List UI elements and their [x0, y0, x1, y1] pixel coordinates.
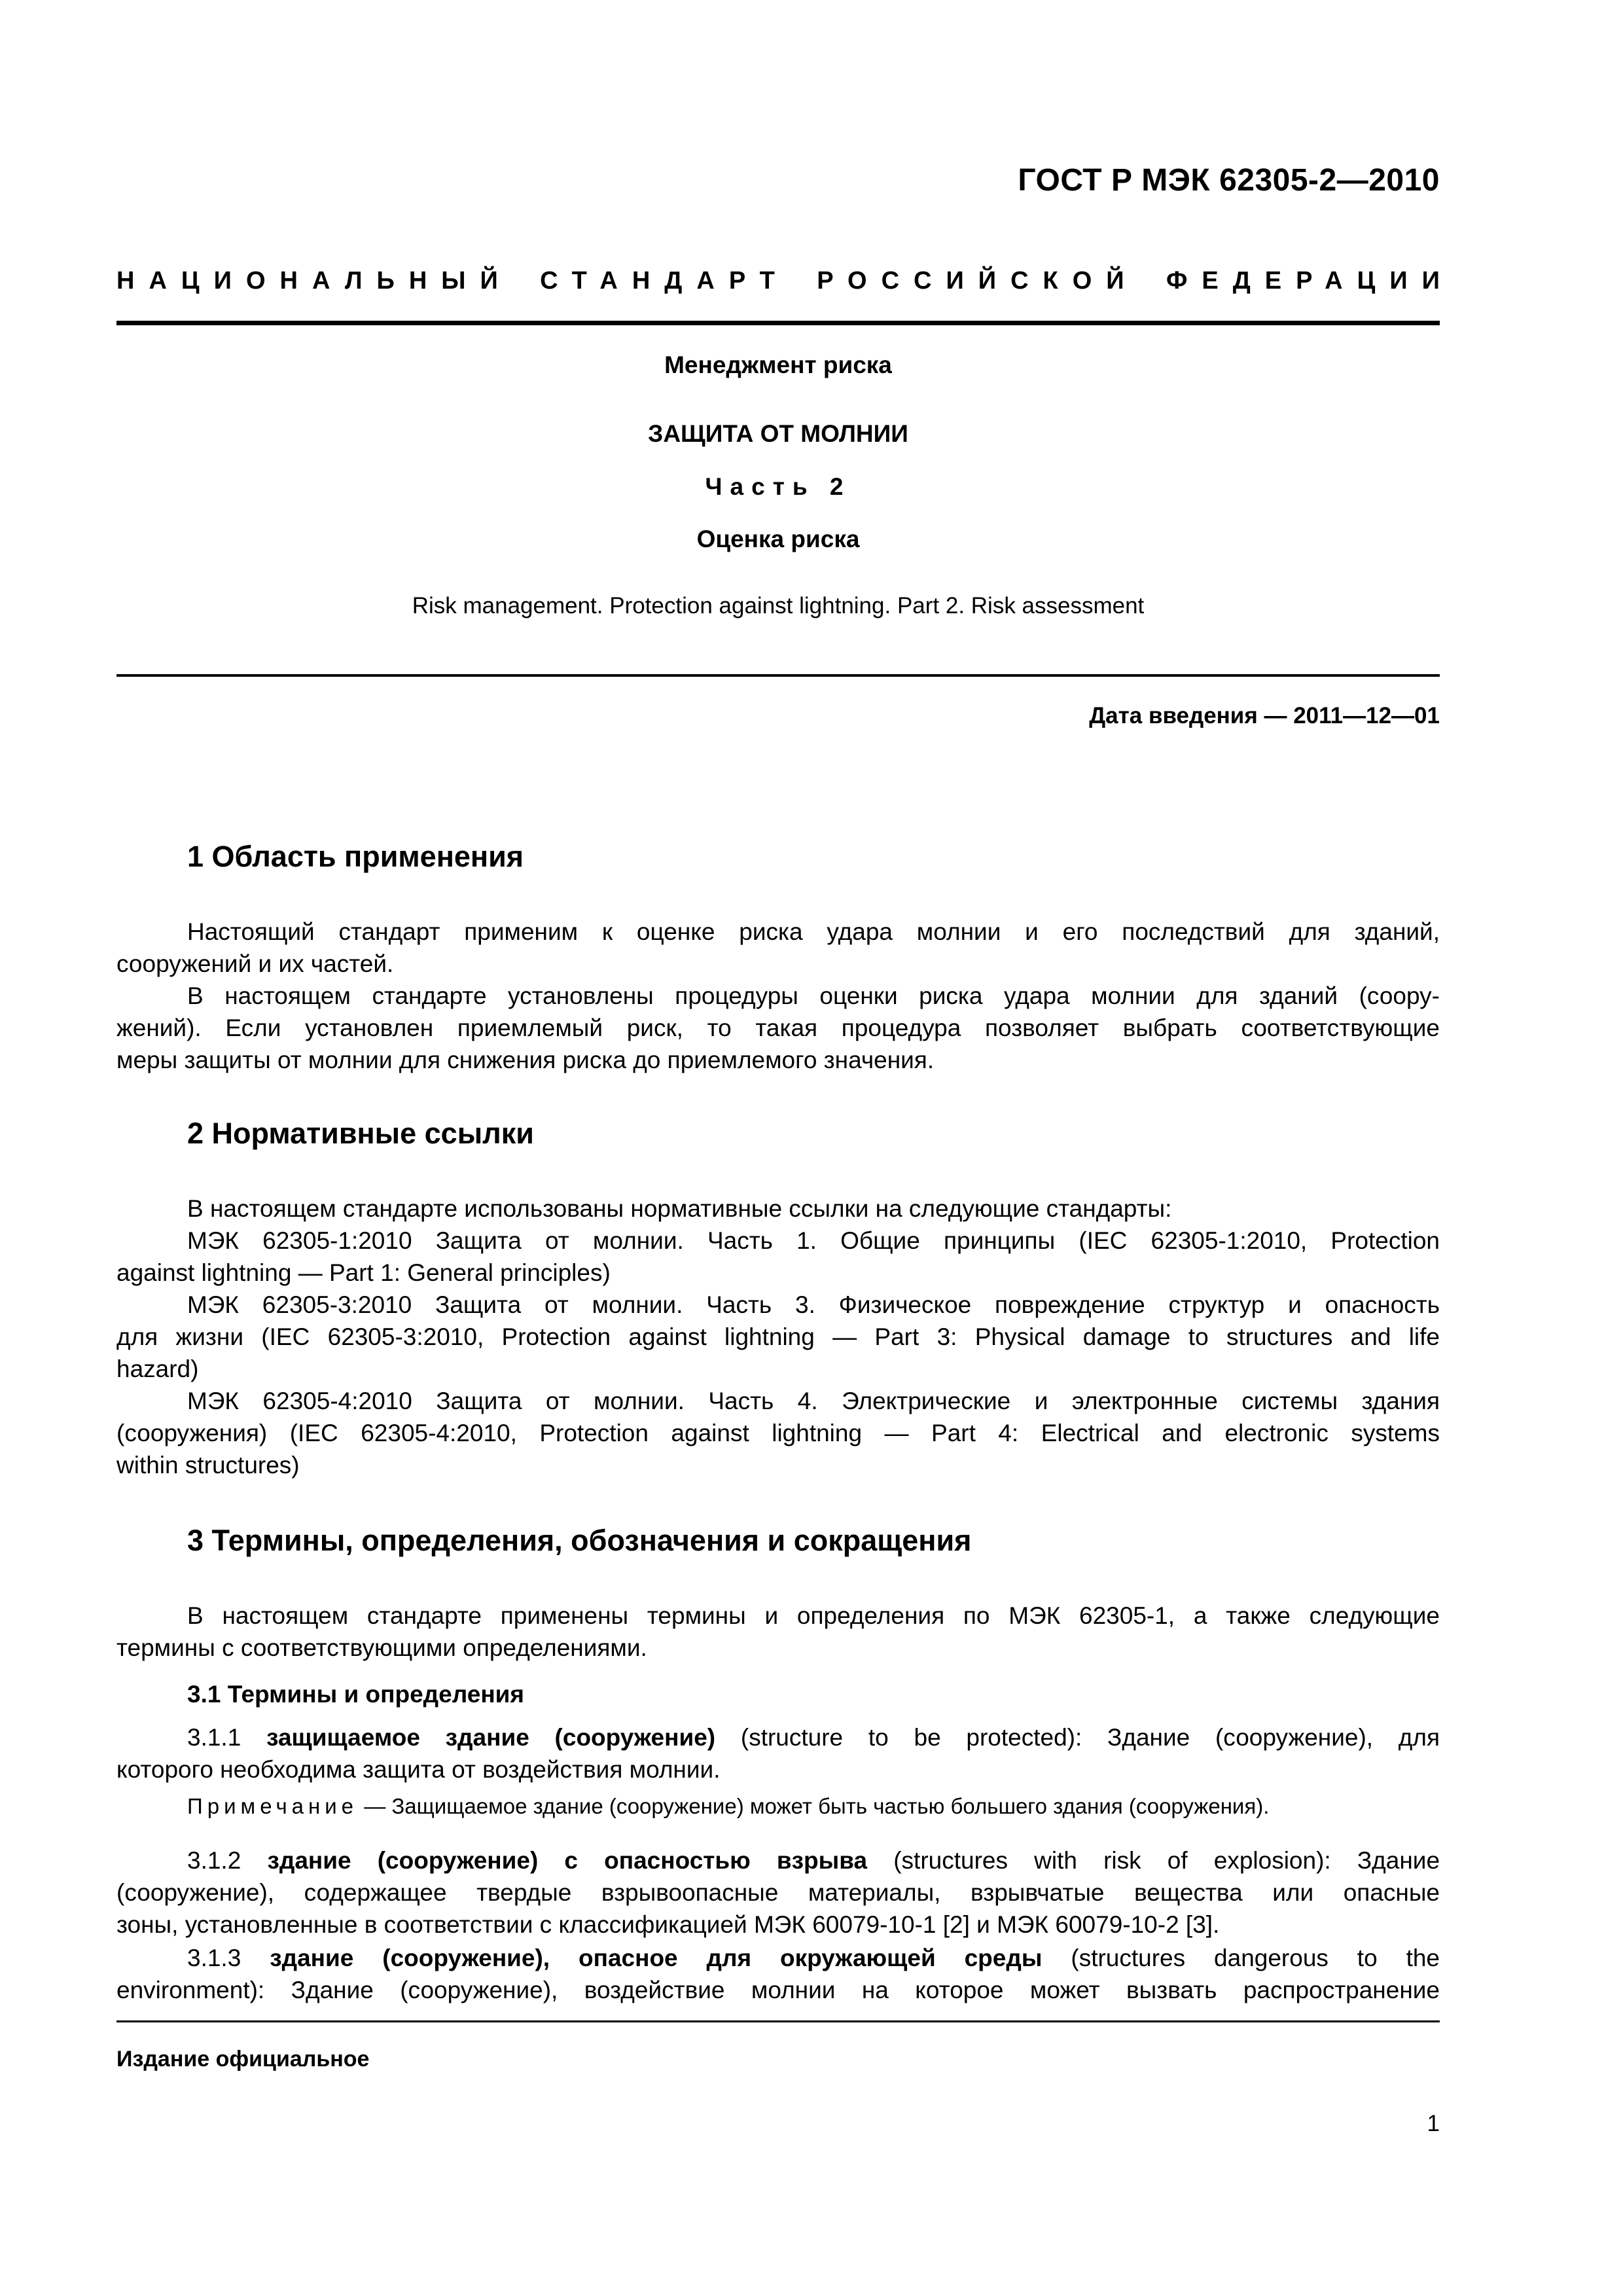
banner-word: НАЦИОНАЛЬНЫЙ	[116, 267, 512, 295]
title-divider	[116, 674, 1440, 677]
term-definition: (structures with risk of explosion): Здание	[893, 1847, 1440, 1874]
text-line: зоны, установленные в соответствии с классификацией МЭК 60079-10-1 [2] и МЭК 60079-10-2 [3].	[116, 1911, 1220, 1938]
section-3-intro	[116, 1600, 1440, 1664]
section-3-heading: 3 Термины, определения, обозначения и сокращения	[187, 1524, 972, 1557]
text-line	[116, 1844, 1440, 1876]
term-definition: (structures dangerous to the	[1071, 1945, 1440, 1971]
text-line: жений). Если установлен приемлемый риск, то такая процедура позволяет выбрать соответствующие	[116, 1014, 1440, 1041]
term-3-1-2	[116, 1844, 1440, 1941]
term-3-1-1	[116, 1721, 1440, 1785]
text-line: В настоящем стандарте установлены процедуры оценки риска удара молнии для зданий (соору-	[187, 982, 1440, 1009]
term-name: здание (сооружение), опасное для окружающей среды	[270, 1945, 1043, 1971]
text-line: меры защиты от молнии для снижения риска до приемлемого значения.	[116, 1047, 935, 1073]
term-name: здание (сооружение) с опасностью взрыва	[267, 1847, 868, 1874]
section-1-body	[116, 916, 1440, 1076]
text-line: (сооружения) (IEC 62305-4:2010, Protection against lightning — Part 4: Electrical and electronic systems	[116, 1420, 1440, 1446]
text-line: для жизни (IEC 62305-3:2010, Protection against lightning — Part 3: Physical damage to structures and life	[116, 1323, 1440, 1350]
footer-divider	[116, 2020, 1440, 2022]
text-line: Настоящий стандарт применим к оценке риска удара молнии и его последствий для зданий,	[187, 918, 1440, 945]
banner-word: РОССИЙСКОЙ	[817, 267, 1139, 295]
document-title: ЗАЩИТА ОТ МОЛНИИ	[648, 420, 908, 447]
text-line: сооружений и их частей.	[116, 950, 394, 977]
banner-word: ФЕДЕРАЦИИ	[1166, 267, 1454, 295]
text-line: МЭК 62305-4:2010 Защита от молнии. Часть 4. Электрические и электронные системы здания	[187, 1388, 1440, 1414]
note-text: — Защищаемое здание (сооружение) может быть частью большего здания (сооружения).	[364, 1794, 1270, 1818]
introduction-date: Дата введения — 2011—12—01	[1089, 703, 1440, 728]
text-line	[116, 1790, 1440, 1822]
header-divider	[116, 321, 1440, 325]
section-2-heading: 2 Нормативные ссылки	[187, 1117, 534, 1150]
english-title: Risk management. Protection against lightning. Part 2. Risk assessment	[412, 593, 1145, 619]
banner-word: СТАНДАРТ	[540, 267, 789, 295]
term-3-1-3	[116, 1942, 1440, 2006]
document-subtitle: Оценка риска	[696, 526, 860, 552]
official-edition-label: Издание официальное	[116, 2047, 370, 2072]
text-line: В настоящем стандарте использованы нормативные ссылки на следующие стандарты:	[187, 1195, 1172, 1222]
text-line: которого необходима защита от воздействия молнии.	[116, 1756, 721, 1783]
text-line: hazard)	[116, 1355, 199, 1382]
text-line: against lightning — Part 1: General principles)	[116, 1259, 611, 1286]
text-line: МЭК 62305-1:2010 Защита от молнии. Часть 1. Общие принципы (IEC 62305-1:2010, Protection	[187, 1227, 1440, 1254]
page-number: 1	[1427, 2111, 1440, 2136]
part-label: Часть 2	[705, 473, 851, 500]
text-line	[116, 1942, 1440, 1974]
text-line: МЭК 62305-3:2010 Защита от молнии. Часть 3. Физическое повреждение структур и опасность	[187, 1291, 1440, 1318]
note-label: Примечание	[187, 1794, 359, 1818]
national-standard-banner	[116, 267, 1454, 295]
note	[116, 1790, 1440, 1822]
text-line: (сооружение), содержащее твердые взрывоопасные материалы, взрывчатые вещества или опасные	[116, 1879, 1440, 1906]
term-number: 3.1.2	[187, 1847, 241, 1874]
subsection-3-1-heading: 3.1 Термины и определения	[187, 1681, 525, 1708]
section-2-body	[116, 1193, 1440, 1481]
term-name: защищаемое здание (сооружение)	[266, 1724, 716, 1751]
term-number: 3.1.1	[187, 1724, 241, 1751]
standard-number: ГОСТ Р МЭК 62305-2—2010	[1018, 163, 1440, 198]
text-line: термины с соответствующими определениями.	[116, 1634, 647, 1661]
text-line: В настоящем стандарте применены термины и определения по МЭК 62305-1, а также следующие	[187, 1602, 1440, 1629]
text-line: environment): Здание (сооружение), воздействие молнии на которое может вызвать распространение	[116, 1977, 1440, 2003]
text-line	[116, 1721, 1440, 1753]
term-definition: (structure to be protected): Здание (сооружение), для	[740, 1724, 1440, 1751]
text-line: within structures)	[116, 1452, 300, 1479]
series-title: Менеджмент риска	[664, 351, 892, 378]
section-1-heading: 1 Область применения	[187, 840, 524, 873]
term-number: 3.1.3	[187, 1945, 241, 1971]
